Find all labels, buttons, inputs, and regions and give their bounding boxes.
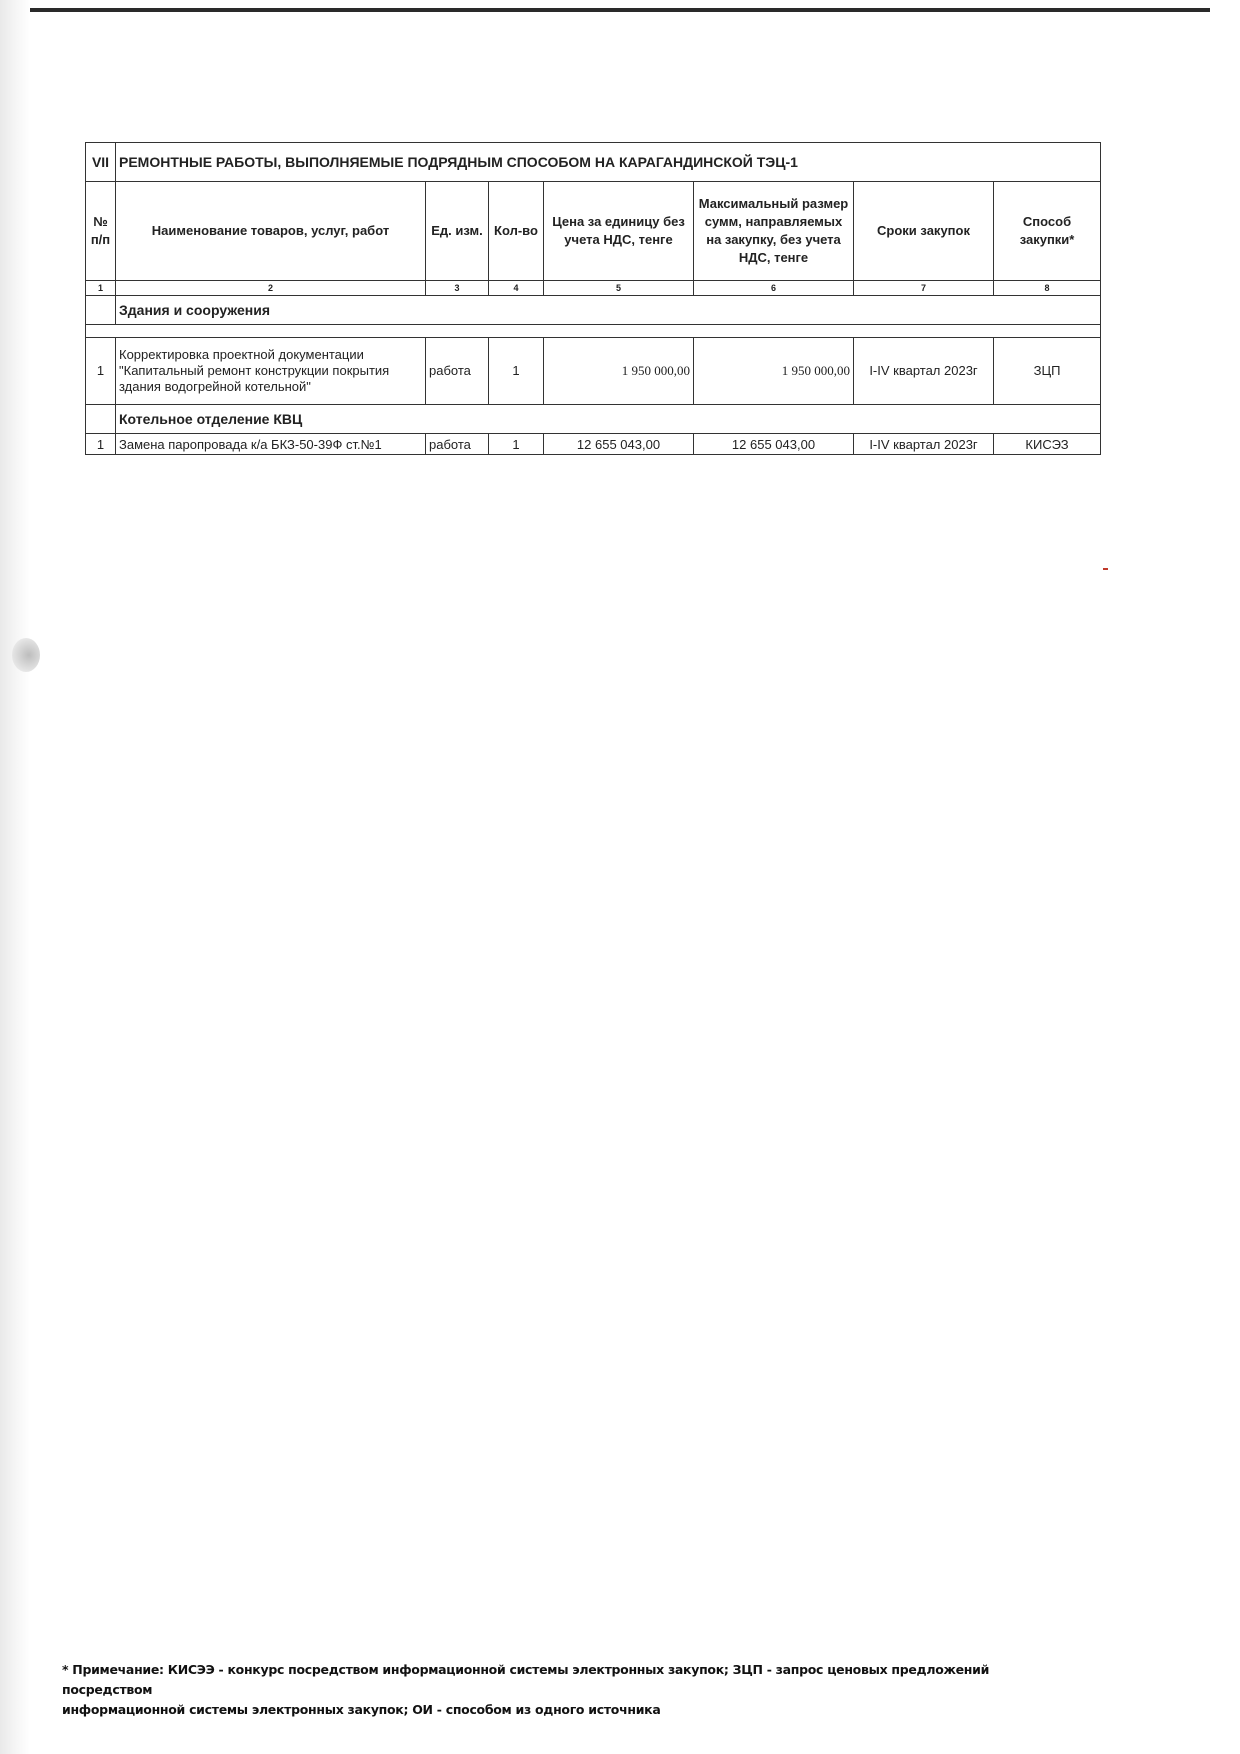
group-spacer: [86, 405, 116, 434]
scan-speck: [1103, 568, 1108, 570]
column-number: 7: [854, 281, 994, 296]
column-number: 4: [489, 281, 544, 296]
row-price: 1 950 000,00: [544, 338, 694, 405]
punch-hole: [12, 638, 40, 672]
header-term: Сроки закупок: [854, 182, 994, 281]
table-row: [86, 338, 1101, 405]
section-number: VII: [86, 143, 116, 182]
row-price: 12 655 043,00: [544, 434, 694, 455]
row-qty: 1: [489, 434, 544, 455]
header-name: Наименование товаров, услуг, работ: [116, 182, 426, 281]
row-max-sum: 12 655 043,00: [694, 434, 854, 455]
row-qty: 1: [489, 338, 544, 405]
header-num: № п/п: [86, 182, 116, 281]
scan-edge-top: [30, 8, 1210, 12]
row-term: I-IV квартал 2023г: [854, 434, 994, 455]
section-title: РЕМОНТНЫЕ РАБОТЫ, ВЫПОЛНЯЕМЫЕ ПОДРЯДНЫМ СПОСОБОМ НА КАРАГАНДИНСКОЙ ТЭЦ-1: [116, 143, 1101, 182]
column-number: 5: [544, 281, 694, 296]
group-row: [86, 296, 1101, 325]
row-unit: работа: [426, 338, 489, 405]
column-number: 6: [694, 281, 854, 296]
column-number-row: [86, 281, 1101, 296]
footnote: [62, 1660, 1062, 1720]
scan-shadow-left: [0, 0, 30, 1754]
header-method: Способ закупки*: [994, 182, 1101, 281]
header-unit: Ед. изм.: [426, 182, 489, 281]
group-title: Котельное отделение КВЦ: [116, 405, 1101, 434]
footnote-line-2: информационной системы электронных закупок; ОИ - способом из одного источника: [62, 1702, 661, 1717]
table-row: [86, 434, 1101, 455]
header-qty: Кол-во: [489, 182, 544, 281]
row-method: КИСЭЗ: [994, 434, 1101, 455]
table-header-row: [86, 182, 1101, 281]
column-number: 2: [116, 281, 426, 296]
section-header-row: [86, 143, 1101, 182]
column-number: 3: [426, 281, 489, 296]
group-title: Здания и сооружения: [116, 296, 1101, 325]
group-row: [86, 405, 1101, 434]
row-unit: работа: [426, 434, 489, 455]
gap-cell: [86, 325, 1101, 338]
row-name: Замена паропровада к/а БКЗ-50-39Ф ст.№1: [116, 434, 426, 455]
column-number: 1: [86, 281, 116, 296]
row-method: ЗЦП: [994, 338, 1101, 405]
group-spacer: [86, 296, 116, 325]
row-name: Корректировка проектной документации "Капитальный ремонт конструкции покрытия здания водогрейной котельной": [116, 338, 426, 405]
header-price: Цена за единицу без учета НДС, тенге: [544, 182, 694, 281]
gap-row: [86, 325, 1101, 338]
row-max-sum: 1 950 000,00: [694, 338, 854, 405]
footnote-line-1: * Примечание: КИСЭЭ - конкурс посредством информационной системы электронных закупок; ЗЦП - запрос ценовых предложений посредством: [62, 1662, 990, 1697]
row-num: 1: [86, 434, 116, 455]
row-term: I-IV квартал 2023г: [854, 338, 994, 405]
column-number: 8: [994, 281, 1101, 296]
procurement-table: [85, 142, 1101, 455]
header-max-sum: Максимальный размер сумм, направляемых на закупку, без учета НДС, тенге: [694, 182, 854, 281]
row-num: 1: [86, 338, 116, 405]
